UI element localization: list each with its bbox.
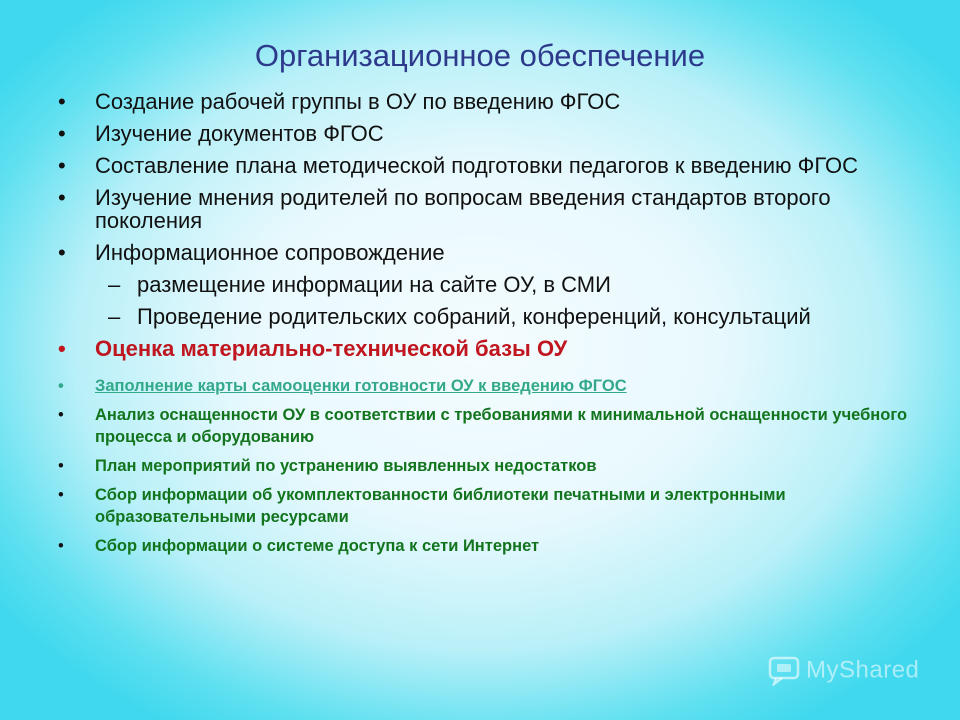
sub-list-item-text: размещение информации на сайте ОУ, в СМИ bbox=[137, 272, 611, 297]
link-item[interactable] bbox=[58, 375, 918, 397]
bullet-dot-icon: • bbox=[58, 185, 66, 210]
list-item bbox=[58, 241, 918, 264]
list-item bbox=[58, 154, 918, 177]
list-item bbox=[58, 122, 918, 145]
detail-item bbox=[58, 535, 918, 557]
list-item-text: Изучение документов ФГОС bbox=[95, 121, 384, 146]
detail-item-text: Сбор информации о системе доступа к сети Интернет bbox=[95, 537, 540, 555]
bullet-dot-icon: • bbox=[58, 406, 64, 424]
detail-item-text: План мероприятий по устранению выявленных недостатков bbox=[95, 457, 597, 475]
detail-item bbox=[58, 404, 918, 448]
highlight-item bbox=[58, 337, 918, 360]
bullet-dot-icon: • bbox=[58, 486, 64, 504]
list-item-text: Создание рабочей группы в ОУ по введению ФГОС bbox=[95, 89, 621, 114]
bullet-dot-icon: • bbox=[58, 377, 64, 395]
detail-item bbox=[58, 484, 918, 528]
detail-item bbox=[58, 455, 918, 477]
bullet-dot-icon: • bbox=[58, 89, 66, 114]
slide-title: Организационное обеспечение bbox=[254, 38, 706, 73]
bullet-dot-icon: • bbox=[58, 240, 66, 265]
bullet-dot-icon: • bbox=[58, 121, 66, 146]
list-item-text: Составление плана методической подготовки педагогов к введению ФГОС bbox=[95, 153, 859, 178]
detail-item-text: Анализ оснащенности ОУ в соответствии с требованиями к минимальной оснащенности учебного процесса и оборудованию bbox=[95, 406, 908, 446]
self-assessment-link[interactable]: Заполнение карты самооценки готовности ОУ к введению ФГОС bbox=[95, 377, 627, 395]
list-item bbox=[58, 90, 918, 113]
sub-list-item bbox=[58, 273, 918, 296]
bullet-dash-icon: – bbox=[108, 304, 121, 329]
watermark bbox=[768, 656, 919, 686]
list-item-text: Информационное сопровождение bbox=[95, 240, 445, 265]
sub-list-item bbox=[58, 305, 918, 328]
bullet-list bbox=[58, 90, 918, 564]
detail-item-text: Сбор информации об укомплектованности библиотеки печатными и электронными образовательными ресурсами bbox=[95, 486, 786, 526]
list-item bbox=[58, 186, 918, 232]
watermark-text: MyShared bbox=[806, 656, 920, 684]
bullet-dash-icon: – bbox=[108, 272, 121, 297]
myshared-logo-icon bbox=[768, 656, 800, 686]
list-item-text: Изучение мнения родителей по вопросам введения стандартов второго поколения bbox=[95, 185, 831, 233]
bullet-dot-icon: • bbox=[58, 336, 66, 361]
bullet-dot-icon: • bbox=[58, 153, 66, 178]
highlight-text: Оценка материально-технической базы ОУ bbox=[95, 336, 568, 361]
bullet-dot-icon: • bbox=[58, 457, 64, 475]
bullet-dot-icon: • bbox=[58, 537, 64, 555]
sub-list-item-text: Проведение родительских собраний, конференций, консультаций bbox=[137, 304, 811, 329]
